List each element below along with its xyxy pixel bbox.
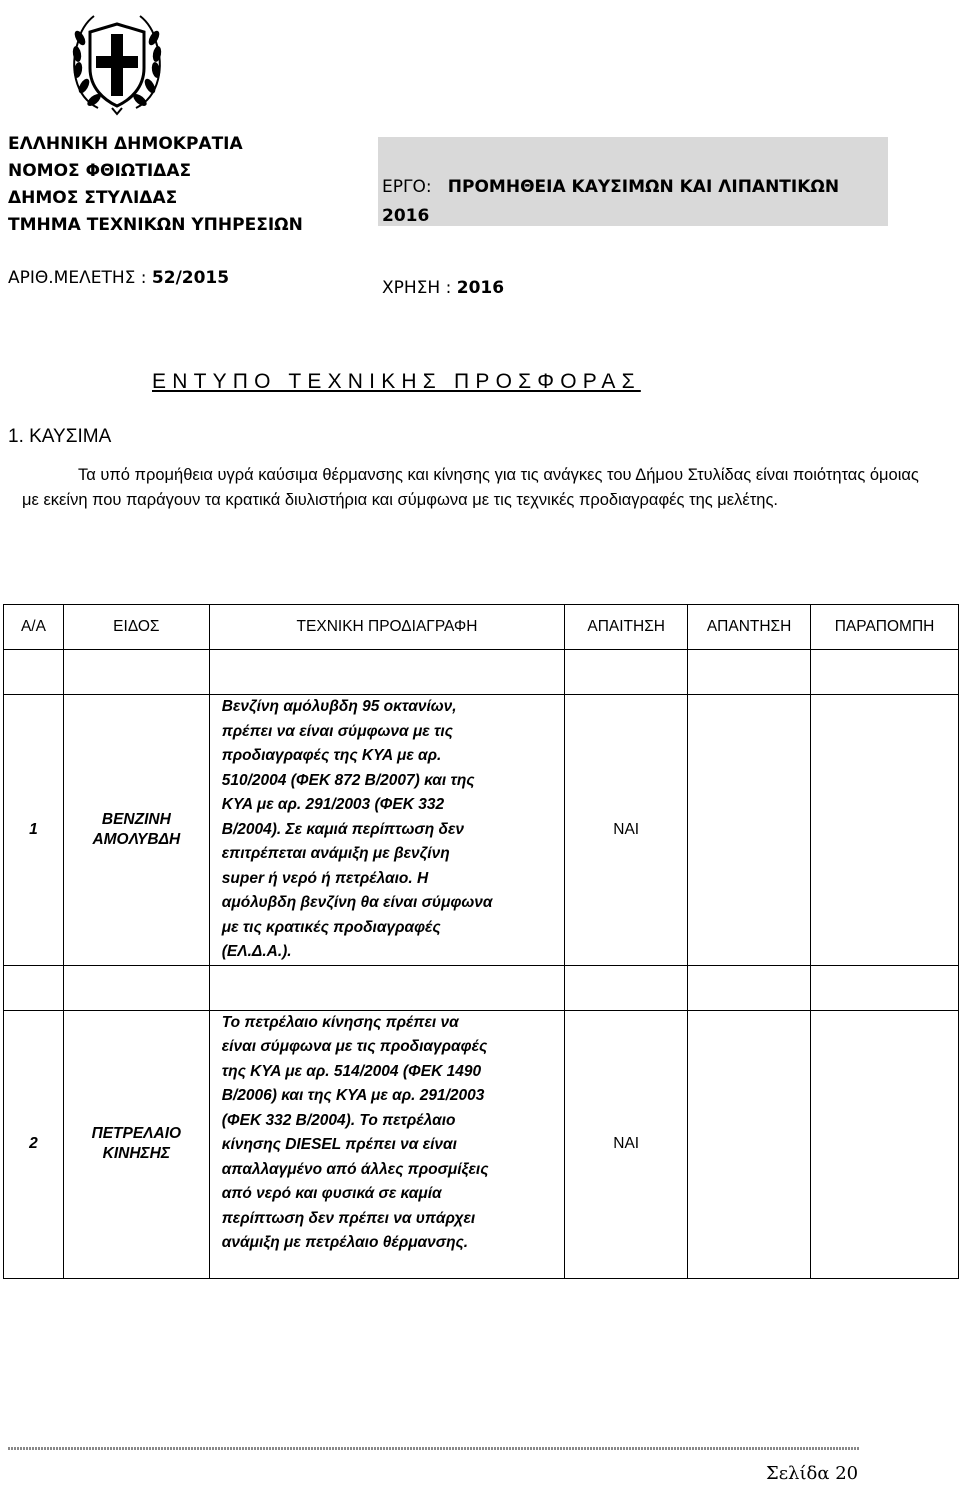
spec-line: πρέπει να είναι σύμφωνα με τις bbox=[221, 722, 453, 740]
row-kind-line: ΠΕΤΡΕΛΑΙΟ bbox=[91, 1125, 182, 1142]
col-header-kind: ΕΙΔΟΣ bbox=[63, 605, 209, 650]
row-spec bbox=[209, 1010, 564, 1278]
intro-text: Τα υπό προμήθεια υγρά καύσιμα θέρμανσης και κίνησης για τις ανάγκες του Δήμου Στυλίδας είναι ποιότητας όμοιας με εκείνη που παράγουν τα κρατικά διυλιστήρια και σύμφωνα με τις τεχνικές προδιαγραφές της μελέτης. bbox=[22, 466, 919, 509]
row-kind bbox=[63, 695, 209, 966]
spec-line: ανάμιξη με πετρέλαιο θέρμανσης. bbox=[221, 1234, 469, 1251]
project-box bbox=[378, 137, 888, 226]
spec-line: κίνησης DIESEL πρέπει να είναι bbox=[221, 1136, 457, 1153]
row-number: 1 bbox=[4, 695, 64, 966]
spec-line: (ΕΛ.Δ.Α.). bbox=[221, 943, 292, 960]
spec-line: επιτρέπεται ανάμιξη με βενζίνη bbox=[221, 845, 450, 862]
spec-line: από νερό και φυσικά σε καμία bbox=[221, 1185, 442, 1202]
row-kind-line: ΚΙΝΗΣΗΣ bbox=[102, 1145, 171, 1162]
row-answer-cell[interactable] bbox=[688, 695, 811, 966]
form-title: ΕΝΤΥΠΟ ΤΕΧΝΙΚΗΣ ΠΡΟΣΦΟΡΑΣ bbox=[152, 370, 641, 393]
spec-line: της ΚΥΑ με αρ. 514/2004 (ΦΕΚ 1490 bbox=[221, 1062, 482, 1080]
authority-line-department: ΤΜΗΜΑ ΤΕΧΝΙΚΩΝ ΥΠΗΡΕΣΙΩΝ bbox=[8, 215, 303, 235]
row-reference-cell[interactable] bbox=[811, 1010, 959, 1278]
page-number: Σελίδα 20 bbox=[766, 1463, 859, 1484]
fiscal-year-value: 2016 bbox=[456, 278, 505, 298]
fiscal-year-line bbox=[382, 278, 504, 298]
spec-line: (ΦΕΚ 332 Β/2004). Το πετρέλαιο bbox=[221, 1111, 456, 1129]
spec-line: super ή νερό ή πετρέλαιο. Η bbox=[221, 869, 429, 887]
col-header-no: Α/Α bbox=[4, 605, 64, 650]
spec-line: προδιαγραφές της ΚΥΑ με αρ. bbox=[221, 747, 442, 764]
spec-line: 510/2004 (ΦΕΚ 872 Β/2007) και της bbox=[221, 771, 475, 789]
col-header-requirement: ΑΠΑΙΤΗΣΗ bbox=[565, 605, 688, 650]
study-number-label: ΑΡΙΘ.ΜΕΛΕΤΗΣ : bbox=[8, 268, 147, 288]
spec-line: αμόλυβδη βενζίνη θα είναι σύμφωνα bbox=[221, 894, 493, 911]
table-row bbox=[4, 1010, 959, 1278]
spec-line: Το πετρέλαιο κίνησης πρέπει να bbox=[221, 1013, 459, 1031]
spec-line: περίπτωση δεν πρέπει να υπάρχει bbox=[221, 1209, 476, 1227]
intro-paragraph bbox=[22, 463, 940, 512]
issuing-authority bbox=[8, 131, 303, 239]
project-year: 2016 bbox=[382, 206, 430, 226]
table-row bbox=[4, 695, 959, 966]
row-spec bbox=[209, 695, 564, 966]
spec-line: απαλλαγμένο από άλλες προσμίξεις bbox=[221, 1160, 489, 1178]
study-number-line bbox=[8, 268, 229, 288]
spec-line: Βενζίνη αμόλυβδη 95 οκτανίων, bbox=[221, 698, 457, 715]
row-kind-line: ΒΕΝΖΙΝΗ bbox=[101, 810, 171, 828]
spec-line: ΚΥΑ με αρ. 291/2003 (ΦΕΚ 332 bbox=[221, 796, 445, 813]
row-requirement: ΝΑΙ bbox=[565, 695, 688, 966]
spec-line: με τις κρατικές προδιαγραφές bbox=[221, 918, 441, 936]
col-header-answer: ΑΠΑΝΤΗΣΗ bbox=[688, 605, 811, 650]
spec-line: Β/2006) και της ΚΥΑ με αρ. 291/2003 bbox=[221, 1087, 485, 1104]
spec-line: είναι σύμφωνα με τις προδιαγραφές bbox=[221, 1038, 488, 1055]
row-answer-cell[interactable] bbox=[688, 1010, 811, 1278]
study-number-value: 52/2015 bbox=[151, 268, 230, 288]
project-title: ΠΡΟΜΗΘΕΙΑ ΚΑΥΣΙΜΩΝ ΚΑΙ ΛΙΠΑΝΤΙΚΩΝ bbox=[447, 177, 840, 197]
row-number: 2 bbox=[4, 1010, 64, 1278]
table-spacer-row bbox=[4, 650, 959, 695]
table-spacer-row bbox=[4, 965, 959, 1010]
row-kind bbox=[63, 1010, 209, 1278]
authority-line-prefecture: ΝΟΜΟΣ ΦΘΙΩΤΙΔΑΣ bbox=[8, 161, 192, 181]
fiscal-year-label: ΧΡΗΣΗ : bbox=[382, 278, 452, 298]
technical-offer-table bbox=[3, 604, 959, 1279]
row-requirement: ΝΑΙ bbox=[565, 1010, 688, 1278]
project-label: ΕΡΓΟ: bbox=[382, 177, 432, 197]
authority-line-republic: ΕΛΛΗΝΙΚΗ ΔΗΜΟΚΡΑΤΙΑ bbox=[8, 134, 243, 154]
row-reference-cell[interactable] bbox=[811, 695, 959, 966]
table-header-row bbox=[4, 605, 959, 650]
authority-line-municipality: ΔΗΜΟΣ ΣΤΥΛΙΔΑΣ bbox=[8, 188, 178, 208]
spec-line: Β/2004). Σε καμιά περίπτωση δεν bbox=[221, 820, 464, 838]
footer-divider bbox=[8, 1447, 860, 1450]
greek-coat-of-arms-emblem bbox=[68, 8, 166, 118]
col-header-spec: ΤΕΧΝΙΚΗ ΠΡΟΔΙΑΓΡΑΦΗ bbox=[209, 605, 564, 650]
section-heading: 1. ΚΑΥΣΙΜΑ bbox=[8, 426, 112, 447]
row-kind-line: ΑΜΟΛΥΒΔΗ bbox=[92, 830, 181, 848]
col-header-reference: ΠΑΡΑΠΟΜΠΗ bbox=[811, 605, 959, 650]
